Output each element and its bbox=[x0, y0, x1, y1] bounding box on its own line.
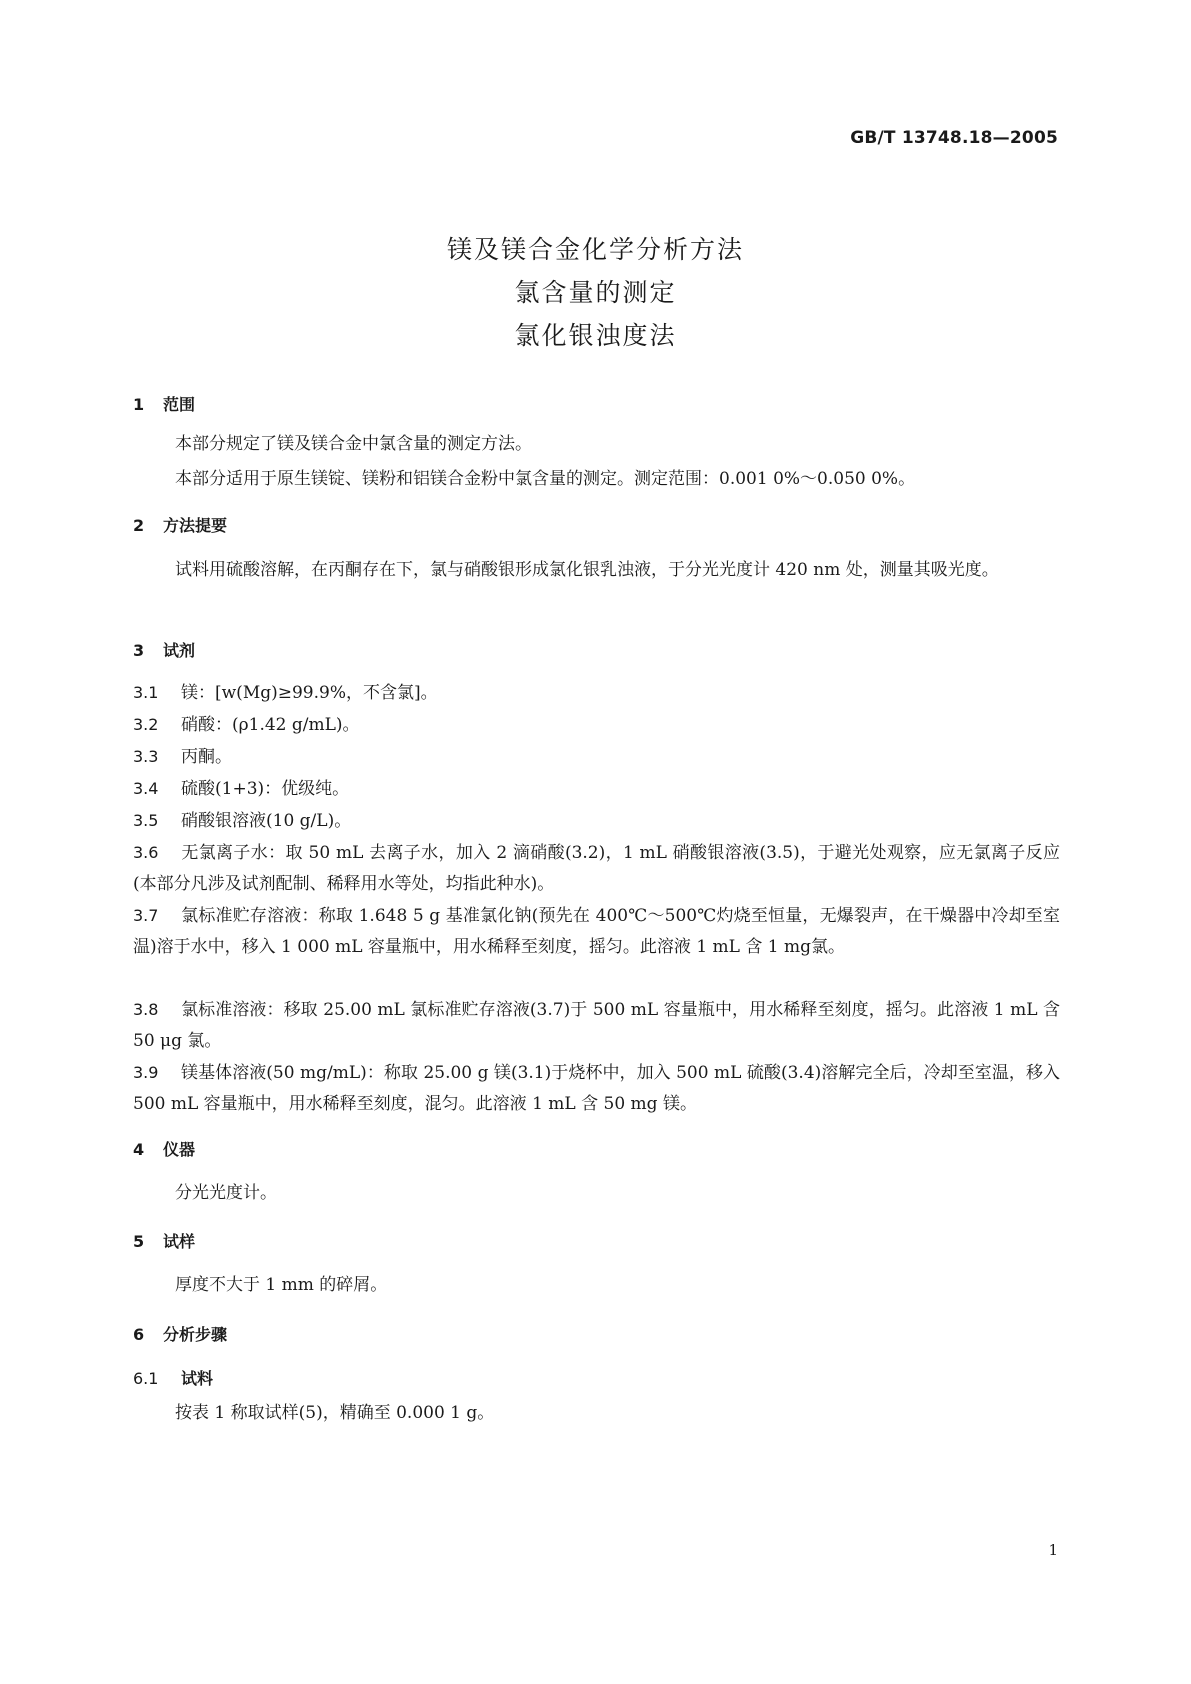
section-number: 6 bbox=[133, 1325, 145, 1344]
section-number: 5 bbox=[133, 1232, 145, 1251]
item-number: 3.1 bbox=[133, 683, 159, 702]
title-line-1: 镁及镁合金化学分析方法 bbox=[446, 235, 744, 264]
section-6-heading bbox=[133, 1322, 227, 1345]
section-number: 2 bbox=[133, 516, 145, 535]
title-line-3: 氯化银浊度法 bbox=[514, 321, 677, 350]
item-text: 硝酸：(ρ1.42 g/mL)。 bbox=[181, 715, 360, 735]
section-4-heading bbox=[133, 1137, 195, 1160]
section-title: 分析步骤 bbox=[163, 1325, 228, 1344]
section-4-paragraph: 分光光度计。 bbox=[175, 1183, 277, 1203]
item-number: 3.7 bbox=[133, 906, 159, 925]
item-text: 硫酸(1+3)：优级纯。 bbox=[181, 779, 350, 799]
document-title bbox=[0, 228, 1191, 357]
section-1-paragraph-2: 本部分适用于原生镁锭、镁粉和铝镁合金粉中氯含量的测定。测定范围：0.001 0%～0.050 0%。 bbox=[175, 469, 916, 489]
subsection-6-1-paragraph: 按表 1 称取试样(5)，精确至 0.000 1 g。 bbox=[175, 1403, 495, 1423]
section-title: 方法提要 bbox=[163, 516, 228, 535]
section-5-heading bbox=[133, 1229, 195, 1252]
item-number: 3.3 bbox=[133, 747, 159, 766]
item-text: 氯标准贮存溶液：称取 1.648 5 g 基准氯化钠(预先在 400℃～500℃灼烧至恒量，无爆裂声，在干燥器中冷却至室温)溶于水中，移入 1 000 mL 容量瓶中，用水稀释至刻度，摇匀。此溶液 1 mL 含 1 mg氯。 bbox=[133, 906, 1060, 957]
section-2-paragraph: 试料用硫酸溶解，在丙酮存在下，氯与硝酸银形成氯化银乳浊液，于分光光度计 420 nm 处，测量其吸光度。 bbox=[175, 560, 999, 580]
reagent-item bbox=[133, 1057, 1060, 1120]
page-number: 1 bbox=[1048, 1541, 1058, 1559]
item-number: 3.8 bbox=[133, 1000, 159, 1019]
item-text: 硝酸银溶液(10 g/L)。 bbox=[181, 811, 352, 831]
reagent-item bbox=[133, 837, 1060, 900]
standard-code: GB/T 13748.18—2005 bbox=[850, 128, 1058, 148]
section-1-paragraph-1: 本部分规定了镁及镁合金中氯含量的测定方法。 bbox=[175, 434, 532, 454]
subsection-title: 试料 bbox=[181, 1369, 214, 1388]
item-number: 3.5 bbox=[133, 811, 159, 830]
reagent-item bbox=[133, 805, 1060, 837]
item-number: 3.6 bbox=[133, 843, 159, 862]
subsection-6-1-heading bbox=[133, 1366, 213, 1389]
section-5-paragraph: 厚度不大于 1 mm 的碎屑。 bbox=[175, 1275, 388, 1295]
reagent-item bbox=[133, 773, 1060, 805]
item-text: 氯标准溶液：移取 25.00 mL 氯标准贮存溶液(3.7)于 500 mL 容量瓶中，用水稀释至刻度，摇匀。此溶液 1 mL 含 50 μg 氯。 bbox=[133, 1000, 1060, 1051]
item-text: 无氯离子水：取 50 mL 去离子水，加入 2 滴硝酸(3.2)，1 mL 硝酸银溶液(3.5)，于避光处观察，应无氯离子反应(本部分凡涉及试剂配制、稀释用水等处，均指此种水)。 bbox=[133, 843, 1060, 894]
section-title: 仪器 bbox=[163, 1140, 196, 1159]
item-number: 3.2 bbox=[133, 715, 159, 734]
section-2-heading bbox=[133, 513, 227, 536]
section-title: 试样 bbox=[163, 1232, 196, 1251]
item-number: 3.9 bbox=[133, 1063, 159, 1082]
section-number: 3 bbox=[133, 641, 145, 660]
subsection-number: 6.1 bbox=[133, 1369, 159, 1388]
title-line-2: 氯含量的测定 bbox=[514, 278, 677, 307]
section-title: 试剂 bbox=[163, 641, 196, 660]
reagent-item bbox=[133, 677, 1060, 709]
section-1-heading bbox=[133, 392, 195, 415]
reagent-item bbox=[133, 900, 1060, 963]
reagent-item bbox=[133, 994, 1060, 1057]
item-number: 3.4 bbox=[133, 779, 159, 798]
reagent-item bbox=[133, 709, 1060, 741]
item-text: 丙酮。 bbox=[181, 747, 232, 767]
reagent-item bbox=[133, 741, 1060, 773]
item-text: 镁：[w(Mg)≥99.9%，不含氯]。 bbox=[181, 683, 438, 703]
section-title: 范围 bbox=[163, 395, 196, 414]
section-3-heading bbox=[133, 638, 195, 661]
section-number: 1 bbox=[133, 395, 145, 414]
section-number: 4 bbox=[133, 1140, 145, 1159]
item-text: 镁基体溶液(50 mg/mL)：称取 25.00 g 镁(3.1)于烧杯中，加入 500 mL 硫酸(3.4)溶解完全后，冷却至室温，移入 500 mL 容量瓶中，用水稀释至刻度，混匀。此溶液 1 mL 含 50 mg 镁。 bbox=[133, 1063, 1060, 1114]
